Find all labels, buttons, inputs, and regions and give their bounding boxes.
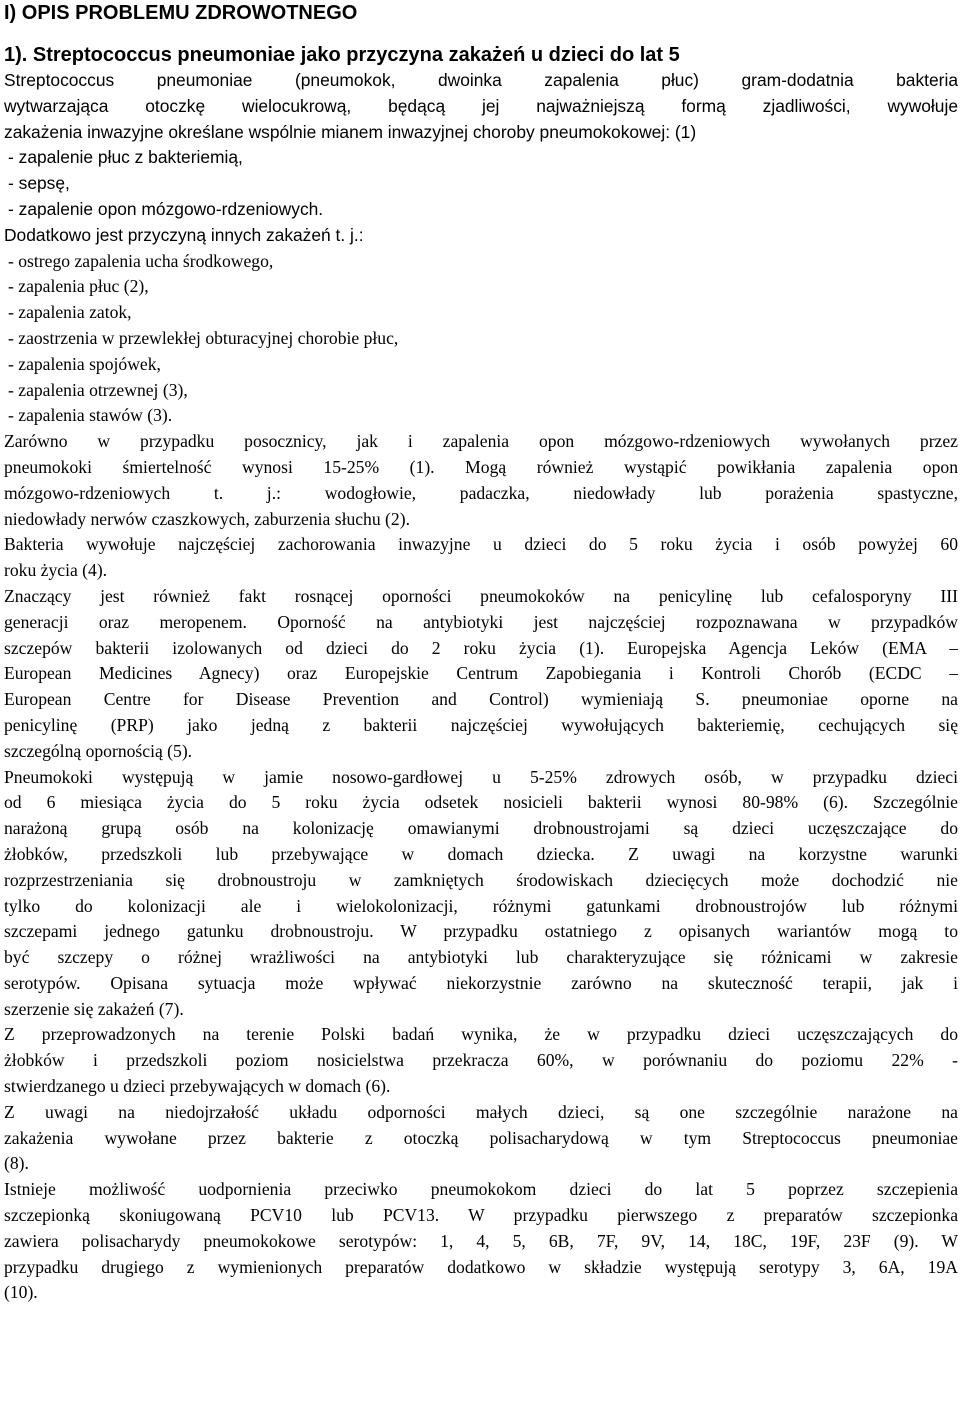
other-infections-list: [4, 249, 958, 430]
paragraph-line: Zarówno w przypadku posocznicy, jak i zapalenia opon mózgowo-rdzeniowych wywołanych przez: [4, 431, 958, 452]
paragraph-line: roku życia (4).: [4, 560, 108, 581]
paragraph-line: rozprzestrzeniania się drobnoustroju w zamkniętych środowiskach dziecięcych może dochodzić nie: [4, 869, 958, 890]
other-infections-intro: Dodatkowo jest przyczyną innych zakażeń t. j.:: [4, 224, 364, 245]
paragraph-line: pneumokoki śmiertelność wynosi 15-25% (1). Mogą również wystąpić powikłania zapalenia opon: [4, 456, 958, 477]
paragraph-line: szczepami jednego gatunku drobnoustroju. W przypadku ostatniego z opisanych wariantów mogą to: [4, 921, 958, 942]
paragraph-line: Istnieje możliwość uodpornienia przeciwko pneumokokom dzieci do lat 5 poprzez szczepienia: [4, 1179, 958, 1200]
paragraph-line: Znaczący jest również fakt rosnącej oporności pneumokoków na penicylinę lub cefalosporyny III: [4, 585, 958, 606]
paragraph-line: penicylinę (PRP) jako jedną z bakterii najczęściej wywołujących bakteriemię, cechujących się: [4, 714, 958, 735]
list-item: - zapalenia stawów (3).: [8, 405, 173, 426]
list-item: - zapalenia zatok,: [8, 302, 132, 323]
paragraph-line: być szczepy o różnej wrażliwości na antybiotyki lub charakteryzujące się różnicami w zakresie: [4, 947, 958, 968]
body-paragraph: [4, 429, 958, 532]
paragraph-line: szczególną opornością (5).: [4, 740, 193, 761]
section-heading: I) OPIS PROBLEMU ZDROWOTNEGO: [4, 2, 358, 24]
body-paragraph: [4, 765, 958, 1023]
body-paragraph: [4, 584, 958, 765]
paragraph-line: szczepionką skoniugowaną PCV10 lub PCV13. W przypadku pierwszego z preparatów szczepionka: [4, 1205, 958, 1226]
body-paragraph: [4, 1177, 958, 1306]
list-item: - sepsę,: [8, 173, 70, 194]
paragraph-line: Bakteria wywołuje najczęściej zachorowania inwazyjne u dzieci do 5 roku życia i osób powyżej 60: [4, 534, 958, 555]
list-item: - zaostrzenia w przewlekłej obturacyjnej chorobie płuc,: [8, 327, 399, 348]
intro-line: zakażenia inwazyjne określane wspólnie mianem inwazyjnej choroby pneumokokowej: (1): [4, 121, 697, 142]
body-paragraph: [4, 1100, 958, 1177]
list-item: - zapalenie płuc z bakteriemią,: [8, 147, 243, 168]
paragraph-line: przypadku drugiego z wymienionych preparatów dodatkowo w składzie występują serotypy 3, 6A, 19A: [4, 1256, 958, 1277]
paragraph-line: Z przeprowadzonych na terenie Polski badań wynika, że w przypadku dzieci uczęszczających do: [4, 1024, 958, 1045]
paragraph-line: tylko do kolonizacji ale i wielokolonizacji, różnymi gatunkami drobnoustrojów lub różnymi: [4, 895, 958, 916]
paragraph-line: European Centre for Disease Prevention and Control) wymieniają S. pneumoniae oporne na: [4, 689, 958, 710]
paragraph-line: European Medicines Agnecy) oraz Europejskie Centrum Zapobiegania i Kontroli Chorób (ECDC –: [4, 663, 958, 684]
paragraph-line: (8).: [4, 1153, 29, 1174]
list-item: - zapalenia płuc (2),: [8, 276, 149, 297]
list-item: - zapalenia spojówek,: [8, 353, 161, 374]
subheading: 1). Streptococcus pneumoniae jako przyczyna zakażeń u dzieci do lat 5: [4, 44, 680, 66]
paragraph-line: szerzenie się zakażeń (7).: [4, 998, 184, 1019]
intro-line: Streptococcus pneumoniae (pneumokok, dwoinka zapalenia płuc) gram-dodatnia bakteria: [4, 70, 958, 90]
paragraph-line: serotypów. Opisana sytuacja może wpływać niekorzystnie zarówno na skuteczność terapii, jak i: [4, 972, 958, 993]
paragraph-line: niedowłady nerwów czaszkowych, zaburzenia słuchu (2).: [4, 508, 410, 529]
paragraph-line: Pneumokoki występują w jamie nosowo-gardłowej u 5-25% zdrowych osób, w przypadku dzieci: [4, 766, 958, 787]
body-paragraph: [4, 532, 958, 584]
body-paragraphs: [4, 429, 958, 1306]
paragraph-line: mózgowo-rdzeniowych t. j.: wodogłowie, padaczka, niedowłady lub porażenia spastyczne,: [4, 482, 958, 503]
paragraph-line: szczepów bakterii izolowanych od dzieci do 2 roku życia (1). Europejska Agencja Leków (EMA –: [4, 637, 958, 658]
paragraph-line: żłobków i przedszkoli poziom nosicielstwa przekracza 60%, w porównaniu do poziomu 22% -: [4, 1050, 958, 1071]
paragraph-line: zakażenia wywołane przez bakterie z otoczką polisacharydową w tym Streptococcus pneumoniae: [4, 1127, 958, 1148]
list-item: - zapalenia otrzewnej (3),: [8, 379, 188, 400]
intro-paragraph: [4, 68, 958, 145]
body-paragraph: [4, 1022, 958, 1099]
paragraph-line: zawiera polisacharydy pneumokokowe serotypów: 1, 4, 5, 6B, 7F, 9V, 14, 18C, 19F, 23F (9). W: [4, 1230, 958, 1251]
paragraph-line: żłobków, przedszkoli lub przebywające w domach dziecka. Z uwagi na korzystne warunki: [4, 843, 958, 864]
paragraph-line: Z uwagi na niedojrzałość układu odporności małych dzieci, są one szczególnie narażone na: [4, 1101, 958, 1122]
paragraph-line: od 6 miesiąca życia do 5 roku życia odsetek nosicieli bakterii wynosi 80-98% (6). Szczególnie: [4, 792, 958, 813]
intro-line: wytwarzająca otoczkę wielocukrową, będącą jej najważniejszą formą zjadliwości, wywołuje: [4, 95, 958, 116]
list-item: - ostrego zapalenia ucha środkowego,: [8, 250, 274, 271]
list-item: - zapalenie opon mózgowo-rdzeniowych.: [8, 198, 324, 219]
paragraph-line: (10).: [4, 1282, 38, 1303]
paragraph-line: narażoną grupą osób na kolonizację omawianymi drobnoustrojami są dzieci uczęszczające do: [4, 818, 958, 839]
paragraph-line: generacji oraz meropenem. Oporność na antybiotyki jest najczęściej rozpoznawana w przypadków: [4, 611, 958, 632]
paragraph-line: stwierdzanego u dzieci przebywających w domach (6).: [4, 1076, 391, 1097]
invasive-diseases-list: [4, 145, 958, 222]
